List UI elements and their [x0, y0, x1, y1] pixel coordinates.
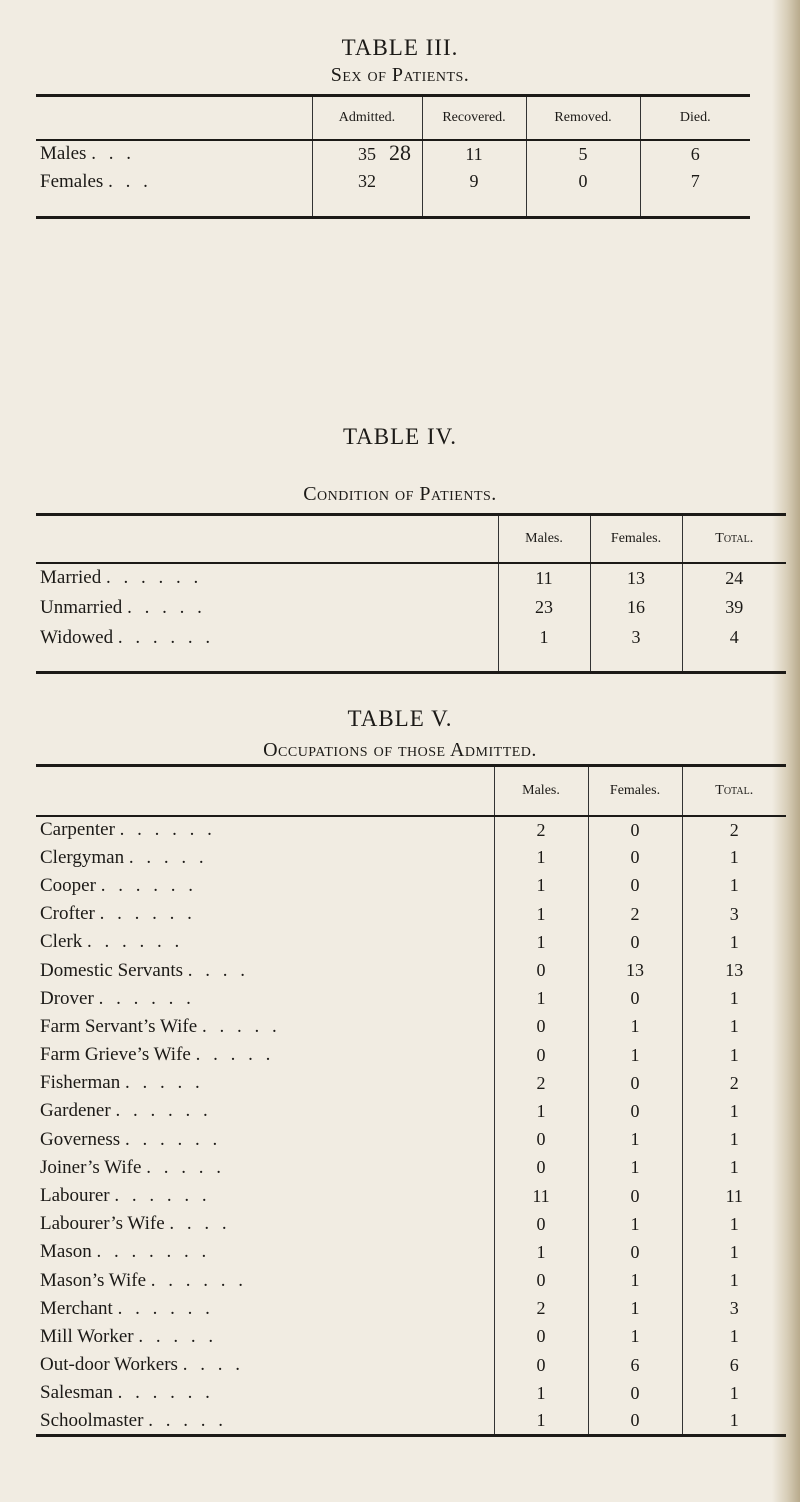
cell-removed: 5	[526, 140, 640, 168]
leader-dots: . . . . . .	[86, 931, 184, 953]
row-label-cell	[36, 956, 494, 984]
table3-sex-of-patients	[36, 94, 750, 219]
cell-recovered: 9	[422, 168, 526, 196]
cell-males: 1	[494, 1097, 588, 1125]
row-label-cell	[36, 1238, 494, 1266]
row-label: Widowed	[40, 626, 114, 648]
cell-females: 1	[588, 1295, 682, 1323]
cell-total: 4	[682, 623, 786, 653]
cell-females: 1	[588, 1154, 682, 1182]
cell-males: 11	[498, 563, 590, 593]
row-label: Fisherman	[40, 1072, 121, 1094]
cell-total: 1	[682, 1154, 786, 1182]
table4-title: TABLE IV.	[342, 424, 458, 449]
cell-total: 1	[682, 872, 786, 900]
row-label-cell	[36, 844, 494, 872]
cell-total: 1	[682, 1267, 786, 1295]
cell-males: 1	[494, 872, 588, 900]
page-number: 28	[389, 140, 411, 165]
cell-males: 1	[494, 1238, 588, 1266]
leader-dots: . . . . . .	[100, 874, 197, 896]
cell-total: 1	[682, 1041, 786, 1069]
leader-dots: . . .	[91, 143, 135, 164]
table-row	[36, 1351, 786, 1379]
cell-total: 1	[682, 1379, 786, 1407]
cell-females: 0	[588, 985, 682, 1013]
cell-females: 1	[588, 1323, 682, 1351]
leader-dots: . . . . .	[124, 1072, 204, 1094]
row-label-cell	[36, 1379, 494, 1407]
row-label-cell	[36, 928, 494, 956]
row-label-cell	[36, 168, 312, 196]
leader-dots: . . . . .	[201, 1015, 281, 1037]
table3-header-removed: Removed.	[526, 96, 640, 140]
cell-total: 11	[682, 1182, 786, 1210]
row-label: Married	[40, 567, 102, 588]
table-row	[36, 1126, 786, 1154]
table-row	[36, 593, 786, 623]
row-label: Crofter	[40, 903, 95, 925]
leader-dots: . . . . . .	[115, 1100, 212, 1122]
cell-females: 0	[588, 1069, 682, 1097]
cell-total: 24	[682, 563, 786, 593]
table-row	[36, 1267, 786, 1295]
row-label-cell	[36, 1126, 494, 1154]
table-row	[36, 1238, 786, 1266]
row-label-cell	[36, 1182, 494, 1210]
table-row	[36, 623, 786, 653]
table4-subtitle: Condition of Patients.	[303, 483, 497, 505]
table5-body	[36, 816, 786, 1436]
table3-header-blank	[36, 96, 312, 140]
leader-dots: . . . . . .	[117, 1382, 214, 1404]
cell-females: 1	[588, 1267, 682, 1295]
table4-header-row	[36, 515, 786, 563]
cell-females: 0	[588, 1182, 682, 1210]
cell-females: 3	[590, 623, 682, 653]
table-row	[36, 563, 786, 593]
table-row	[36, 900, 786, 928]
row-label-cell	[36, 872, 494, 900]
table-row	[36, 844, 786, 872]
row-label-cell	[36, 1154, 494, 1182]
row-label: Merchant	[40, 1297, 113, 1319]
cell-total: 1	[682, 928, 786, 956]
row-label-cell	[36, 1041, 494, 1069]
cell-males: 0	[494, 1351, 588, 1379]
row-label-cell	[36, 1267, 494, 1295]
row-label: Labourer’s Wife	[40, 1213, 165, 1235]
cell-total: 3	[682, 1295, 786, 1323]
row-label: Salesman	[40, 1382, 113, 1404]
row-label: Mason	[40, 1241, 92, 1263]
leader-dots: . . . . .	[128, 846, 208, 868]
table-row	[36, 1295, 786, 1323]
cell-males: 2	[494, 816, 588, 844]
table3-title: TABLE III.	[341, 35, 459, 60]
table-row	[36, 956, 786, 984]
cell-males: 23	[498, 593, 590, 623]
cell-total: 3	[682, 900, 786, 928]
row-label: Out-door Workers	[40, 1354, 178, 1376]
cell-total: 1	[682, 1407, 786, 1435]
cell-females: 16	[590, 593, 682, 623]
cell-females: 1	[588, 1210, 682, 1238]
table5-title: TABLE V.	[347, 706, 453, 731]
row-label-cell	[36, 1407, 494, 1435]
table3-subtitle: Sex of Patients.	[330, 64, 470, 86]
row-label: Cooper	[40, 874, 96, 896]
table-row	[36, 1210, 786, 1238]
row-label-cell	[36, 563, 498, 593]
cell-males: 2	[494, 1295, 588, 1323]
table4-header-blank	[36, 515, 498, 563]
row-label: Farm Grieve’s Wife	[40, 1044, 191, 1066]
cell-males: 0	[494, 1013, 588, 1041]
row-label: Females	[40, 170, 104, 192]
cell-females: 1	[588, 1041, 682, 1069]
leader-dots: . . . . . .	[119, 819, 216, 841]
cell-females: 0	[588, 928, 682, 956]
table4-header-males: Males.	[498, 515, 590, 563]
table3-header-died: Died.	[640, 96, 750, 140]
row-label-cell	[36, 1323, 494, 1351]
cell-females: 0	[588, 1379, 682, 1407]
cell-died: 6	[640, 140, 750, 168]
leader-dots: . . . . . .	[99, 903, 196, 925]
cell-females: 2	[588, 900, 682, 928]
cell-total: 6	[682, 1351, 786, 1379]
table4-spacer-row	[36, 653, 786, 673]
table-row	[36, 140, 750, 168]
cell-total: 1	[682, 1238, 786, 1266]
cell-total: 1	[682, 1126, 786, 1154]
leader-dots: . . . . .	[138, 1325, 218, 1347]
row-label: Drover	[40, 987, 94, 1009]
row-label-cell	[36, 1351, 494, 1379]
cell-total: 2	[682, 1069, 786, 1097]
cell-males: 0	[494, 1267, 588, 1295]
cell-males: 1	[498, 623, 590, 653]
cell-total: 1	[682, 1013, 786, 1041]
row-label-cell	[36, 1097, 494, 1125]
table4-header-females: Females.	[590, 515, 682, 563]
table-row	[36, 872, 786, 900]
cell-males: 1	[494, 844, 588, 872]
cell-males: 0	[494, 1041, 588, 1069]
cell-males: 2	[494, 1069, 588, 1097]
table-row	[36, 168, 750, 196]
table3-header-recovered: Recovered.	[422, 96, 526, 140]
leader-dots: . . . . . .	[117, 626, 215, 648]
cell-females: 6	[588, 1351, 682, 1379]
row-label-cell	[36, 1069, 494, 1097]
table-row	[36, 1154, 786, 1182]
cell-females: 1	[588, 1013, 682, 1041]
table5-occupations	[36, 764, 786, 1437]
cell-females: 13	[588, 956, 682, 984]
table-row	[36, 1379, 786, 1407]
leader-dots: . . . .	[182, 1354, 244, 1376]
cell-total: 2	[682, 816, 786, 844]
cell-females: 0	[588, 1097, 682, 1125]
row-label: Unmarried	[40, 596, 123, 618]
row-label-cell	[36, 1295, 494, 1323]
leader-dots: . . . . .	[195, 1044, 275, 1066]
cell-died: 7	[640, 168, 750, 196]
row-label-cell	[36, 623, 498, 653]
leader-dots: . . . .	[187, 959, 250, 981]
cell-total: 1	[682, 844, 786, 872]
leader-dots: . . .	[108, 170, 152, 192]
table5-header-males: Males.	[494, 766, 588, 816]
cell-females: 0	[588, 844, 682, 872]
cell-males: 1	[494, 985, 588, 1013]
row-label: Labourer	[40, 1185, 110, 1207]
row-label: Schoolmaster	[40, 1409, 144, 1431]
cell-males: 0	[494, 1210, 588, 1238]
cell-males: 11	[494, 1182, 588, 1210]
table3-spacer-row	[36, 196, 750, 218]
table-row	[36, 1407, 786, 1435]
row-label: Carpenter	[40, 819, 115, 841]
leader-dots: . . . . . .	[98, 987, 195, 1009]
row-label-cell	[36, 1210, 494, 1238]
row-label: Gardener	[40, 1100, 111, 1122]
leader-dots: . . . . . .	[150, 1269, 248, 1291]
table-row	[36, 1069, 786, 1097]
cell-total: 39	[682, 593, 786, 623]
cell-males: 0	[494, 1126, 588, 1154]
table5-subtitle: Occupations of those Admitted.	[263, 739, 537, 761]
row-label: Farm Servant’s Wife	[40, 1015, 198, 1037]
leader-dots: . . . . .	[148, 1409, 227, 1431]
table-row	[36, 1013, 786, 1041]
table-row	[36, 1097, 786, 1125]
cell-females: 1	[588, 1126, 682, 1154]
row-label-cell	[36, 593, 498, 623]
table5-header-females: Females.	[588, 766, 682, 816]
table4-header-total: Total.	[682, 515, 786, 563]
table-row	[36, 816, 786, 844]
cell-females: 0	[588, 872, 682, 900]
leader-dots: . . . . .	[127, 596, 206, 618]
cell-males: 0	[494, 956, 588, 984]
table5-header-total: Total.	[682, 766, 786, 816]
table3-header-admitted: Admitted.	[312, 96, 422, 140]
cell-admitted: 35	[312, 140, 422, 168]
cell-recovered: 11	[422, 140, 526, 168]
cell-males: 0	[494, 1154, 588, 1182]
leader-dots: . . . . . .	[124, 1128, 222, 1150]
cell-males: 1	[494, 928, 588, 956]
cell-females: 0	[588, 1407, 682, 1435]
row-label-cell	[36, 985, 494, 1013]
leader-dots: . . . . . .	[117, 1297, 214, 1319]
cell-total: 1	[682, 1097, 786, 1125]
row-label: Males	[40, 143, 87, 164]
cell-males: 1	[494, 1379, 588, 1407]
cell-removed: 0	[526, 168, 640, 196]
row-label-cell	[36, 816, 494, 844]
cell-total: 1	[682, 1323, 786, 1351]
row-label: Clerk	[40, 931, 83, 953]
cell-females: 0	[588, 816, 682, 844]
leader-dots: . . . . . .	[105, 567, 203, 588]
cell-total: 1	[682, 1210, 786, 1238]
row-label-cell	[36, 140, 312, 168]
table-row	[36, 1041, 786, 1069]
table4-condition-of-patients	[36, 513, 786, 674]
cell-males: 0	[494, 1323, 588, 1351]
table-row	[36, 1182, 786, 1210]
cell-females: 0	[588, 1238, 682, 1266]
cell-admitted: 32	[312, 168, 422, 196]
row-label: Mason’s Wife	[40, 1269, 147, 1291]
row-label-cell	[36, 1013, 494, 1041]
row-label: Joiner’s Wife	[40, 1156, 142, 1178]
row-label: Clergyman	[40, 846, 125, 868]
table-row	[36, 1323, 786, 1351]
table3-header-row	[36, 96, 750, 140]
row-label-cell	[36, 900, 494, 928]
cell-total: 1	[682, 985, 786, 1013]
leader-dots: . . . . .	[146, 1156, 225, 1178]
row-label: Governess	[40, 1128, 121, 1150]
table-row	[36, 928, 786, 956]
leader-dots: . . . . . . .	[96, 1241, 211, 1263]
leader-dots: . . . . . .	[114, 1185, 211, 1207]
row-label: Domestic Servants	[40, 959, 184, 981]
cell-males: 1	[494, 1407, 588, 1435]
cell-total: 13	[682, 956, 786, 984]
table-row	[36, 985, 786, 1013]
cell-females: 13	[590, 563, 682, 593]
table5-header-blank	[36, 766, 494, 816]
leader-dots: . . . .	[169, 1213, 231, 1235]
table5-header-row	[36, 766, 786, 816]
row-label: Mill Worker	[40, 1325, 134, 1347]
cell-males: 1	[494, 900, 588, 928]
